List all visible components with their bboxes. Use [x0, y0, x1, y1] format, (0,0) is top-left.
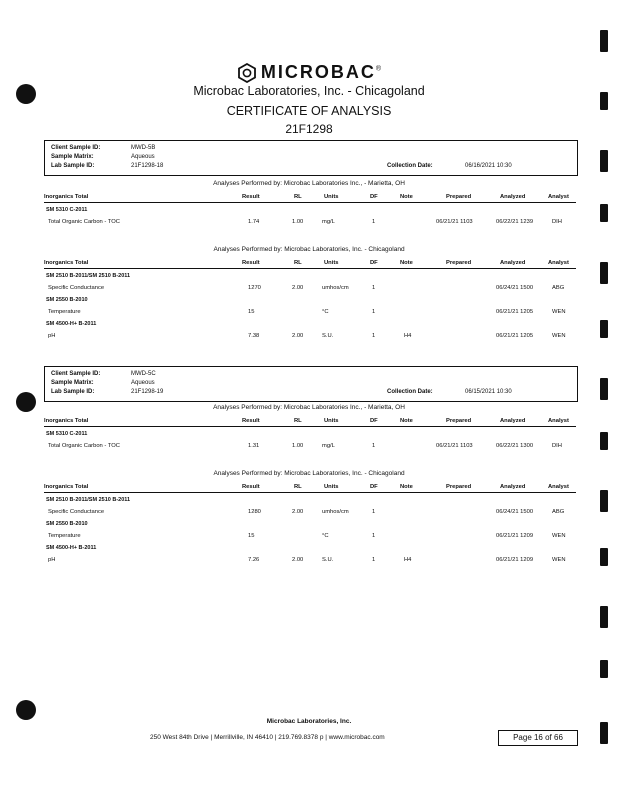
- edge-tab: [600, 548, 608, 566]
- method-reference: SM 2510 B-2011/SM 2510 B-2011: [46, 497, 131, 503]
- sample-matrix-value: Aqueous: [131, 154, 155, 160]
- cell-df: 1: [372, 285, 376, 291]
- cell-df: 1: [372, 557, 376, 563]
- column-header-result: Result: [242, 260, 260, 266]
- cell-result: 7.26: [248, 557, 260, 563]
- cell-rl: 2.00: [292, 333, 304, 339]
- cell-units: °C: [322, 533, 329, 539]
- column-header-df: DF: [370, 260, 378, 266]
- client-sample-id-value: MWD-5B: [131, 145, 156, 151]
- cell-result: 1270: [248, 285, 261, 291]
- certificate-title: CERTIFICATE OF ANALYSIS: [226, 104, 392, 118]
- column-header-analyzed: Analyzed: [500, 194, 526, 200]
- edge-tab: [600, 432, 608, 450]
- cell-df: 1: [372, 219, 376, 225]
- sample-matrix-value: Aqueous: [131, 380, 155, 386]
- cell-result: 15: [248, 533, 255, 539]
- edge-tab: [600, 378, 608, 400]
- column-header-note: Note: [400, 260, 413, 266]
- edge-tab: [600, 320, 608, 338]
- cell-result: 1.31: [248, 443, 260, 449]
- footer-company: Microbac Laboratories, Inc.: [266, 718, 352, 725]
- collection-date-value: 06/16/2021 10:30: [465, 163, 512, 169]
- sample-info-box-2: [44, 366, 578, 402]
- section-title: Analyses Performed by: Microbac Laboratories Inc., - Marietta, OH: [213, 180, 405, 187]
- edge-tab: [600, 262, 608, 284]
- cell-units: mg/L: [322, 443, 335, 449]
- edge-tab: [600, 606, 608, 628]
- column-header-analyst: Analyst: [548, 418, 569, 424]
- column-header-rl: RL: [294, 418, 302, 424]
- group-heading: Inorganics Total: [44, 194, 89, 200]
- cell-note: H4: [404, 333, 412, 339]
- cell-analyst: WEN: [552, 533, 566, 539]
- footer-address: 250 West 84th Drive | Merrillville, IN 46410 | 219.769.8378 p | www.microbac.com: [150, 734, 385, 741]
- method-reference: SM 5310 C-2011: [46, 431, 88, 437]
- cell-analyzed: 06/21/21 1205: [496, 309, 534, 315]
- group-heading: Inorganics Total: [44, 418, 89, 424]
- edge-tab: [600, 150, 608, 172]
- sample-info-box-1: [44, 140, 578, 176]
- column-header-result: Result: [242, 484, 260, 490]
- analyte-name: pH: [48, 333, 56, 339]
- column-header-analyzed: Analyzed: [500, 484, 526, 490]
- logo-registered-mark: ®: [375, 65, 382, 73]
- cell-analyst: WEN: [552, 557, 566, 563]
- column-header-prepared: Prepared: [446, 484, 472, 490]
- column-header-result: Result: [242, 418, 260, 424]
- column-header-note: Note: [400, 194, 413, 200]
- section-title: Analyses Performed by: Microbac Laboratories, Inc. - Chicagoland: [213, 470, 405, 477]
- analyte-name: pH: [48, 557, 56, 563]
- column-header-result: Result: [242, 194, 260, 200]
- header-rule: [44, 492, 576, 493]
- sample-matrix-label: Sample Matrix:: [51, 154, 94, 160]
- analyte-name: Temperature: [48, 309, 81, 315]
- edge-tab: [600, 660, 608, 678]
- column-header-prepared: Prepared: [446, 418, 472, 424]
- column-header-df: DF: [370, 484, 378, 490]
- column-header-units: Units: [324, 418, 339, 424]
- group-heading: Inorganics Total: [44, 484, 89, 490]
- cell-df: 1: [372, 309, 376, 315]
- header-rule: [44, 426, 576, 427]
- analyte-name: Temperature: [48, 533, 81, 539]
- column-header-df: DF: [370, 194, 378, 200]
- lab-sample-id-value: 21F1298-19: [131, 389, 164, 395]
- cell-prepared: 06/21/21 1103: [436, 443, 473, 449]
- cell-df: 1: [372, 333, 376, 339]
- column-header-analyst: Analyst: [548, 484, 569, 490]
- method-reference: SM 4500-H+ B-2011: [46, 321, 97, 327]
- client-sample-id-label: Client Sample ID:: [51, 371, 101, 377]
- column-header-analyzed: Analyzed: [500, 260, 526, 266]
- cell-result: 1280: [248, 509, 261, 515]
- cell-units: °C: [322, 309, 329, 315]
- method-reference: SM 2510 B-2011/SM 2510 B-2011: [46, 273, 131, 279]
- collection-date-label: Collection Date:: [387, 163, 433, 169]
- client-sample-id-label: Client Sample ID:: [51, 145, 101, 151]
- method-reference: SM 5310 C-2011: [46, 207, 88, 213]
- logo-text: MICROBAC: [260, 62, 376, 82]
- column-header-rl: RL: [294, 484, 302, 490]
- cell-units: mg/L: [322, 219, 335, 225]
- cell-analyst: DIH: [552, 443, 562, 449]
- lab-sample-id-value: 21F1298-18: [131, 163, 164, 169]
- cell-result: 1.74: [248, 219, 260, 225]
- cell-rl: 1.00: [292, 443, 304, 449]
- logo: [0, 62, 618, 83]
- section-title: Analyses Performed by: Microbac Laboratories, Inc. - Chicagoland: [213, 246, 405, 253]
- cell-units: umhos/cm: [322, 285, 349, 291]
- page-number: Page 16 of 66: [498, 730, 578, 746]
- collection-date-value: 06/15/2021 10:30: [465, 389, 512, 395]
- column-header-prepared: Prepared: [446, 194, 472, 200]
- lab-name: Microbac Laboratories, Inc. - Chicagoland: [193, 84, 425, 98]
- cell-analyst: ABG: [552, 285, 565, 291]
- cell-analyzed: 06/24/21 1500: [496, 285, 534, 291]
- binder-hole-bottom: [16, 700, 36, 720]
- column-header-analyzed: Analyzed: [500, 418, 526, 424]
- client-sample-id-value: MWD-5C: [131, 371, 156, 377]
- edge-tab: [600, 204, 608, 222]
- column-header-note: Note: [400, 418, 413, 424]
- cell-analyzed: 06/22/21 1300: [496, 443, 534, 449]
- cell-rl: 2.00: [292, 509, 304, 515]
- cell-units: S.U.: [322, 333, 334, 339]
- column-header-analyst: Analyst: [548, 194, 569, 200]
- cell-df: 1: [372, 443, 376, 449]
- cell-result: 7.38: [248, 333, 260, 339]
- lab-sample-id-label: Lab Sample ID:: [51, 389, 95, 395]
- cell-rl: 2.00: [292, 285, 304, 291]
- cell-rl: 2.00: [292, 557, 304, 563]
- sample-matrix-label: Sample Matrix:: [51, 380, 94, 386]
- cell-df: 1: [372, 509, 376, 515]
- cell-analyst: ABG: [552, 509, 565, 515]
- microbac-logo-icon: [237, 63, 257, 83]
- cell-units: umhos/cm: [322, 509, 349, 515]
- column-header-note: Note: [400, 484, 413, 490]
- lab-sample-id-label: Lab Sample ID:: [51, 163, 95, 169]
- column-header-units: Units: [324, 194, 339, 200]
- edge-tab: [600, 722, 608, 744]
- edge-tab: [600, 490, 608, 512]
- method-reference: SM 2550 B-2010: [46, 521, 88, 527]
- column-header-rl: RL: [294, 260, 302, 266]
- method-reference: SM 2550 B-2010: [46, 297, 88, 303]
- certificate-id: 21F1298: [285, 122, 333, 136]
- collection-date-label: Collection Date:: [387, 389, 433, 395]
- column-header-prepared: Prepared: [446, 260, 472, 266]
- analyte-name: Total Organic Carbon - TOC: [48, 443, 120, 449]
- column-header-units: Units: [324, 484, 339, 490]
- cell-analyst: WEN: [552, 309, 566, 315]
- column-header-rl: RL: [294, 194, 302, 200]
- group-heading: Inorganics Total: [44, 260, 89, 266]
- header-rule: [44, 202, 576, 203]
- column-header-df: DF: [370, 418, 378, 424]
- cell-analyzed: 06/21/21 1209: [496, 533, 534, 539]
- section-title: Analyses Performed by: Microbac Laboratories Inc., - Marietta, OH: [213, 404, 405, 411]
- edge-tab: [600, 30, 608, 52]
- cell-note: H4: [404, 557, 412, 563]
- cell-rl: 1.00: [292, 219, 304, 225]
- column-header-analyst: Analyst: [548, 260, 569, 266]
- cell-units: S.U.: [322, 557, 334, 563]
- cell-analyzed: 06/22/21 1239: [496, 219, 534, 225]
- header-rule: [44, 268, 576, 269]
- cell-result: 15: [248, 309, 255, 315]
- method-reference: SM 4500-H+ B-2011: [46, 545, 97, 551]
- cell-df: 1: [372, 533, 376, 539]
- cell-analyst: WEN: [552, 333, 566, 339]
- cell-analyzed: 06/21/21 1205: [496, 333, 534, 339]
- column-header-units: Units: [324, 260, 339, 266]
- cell-prepared: 06/21/21 1103: [436, 219, 473, 225]
- cell-analyzed: 06/21/21 1209: [496, 557, 534, 563]
- cell-analyzed: 06/24/21 1500: [496, 509, 534, 515]
- analyte-name: Specific Conductance: [48, 509, 105, 515]
- cell-analyst: DIH: [552, 219, 562, 225]
- analyte-name: Total Organic Carbon - TOC: [48, 219, 120, 225]
- analyte-name: Specific Conductance: [48, 285, 105, 291]
